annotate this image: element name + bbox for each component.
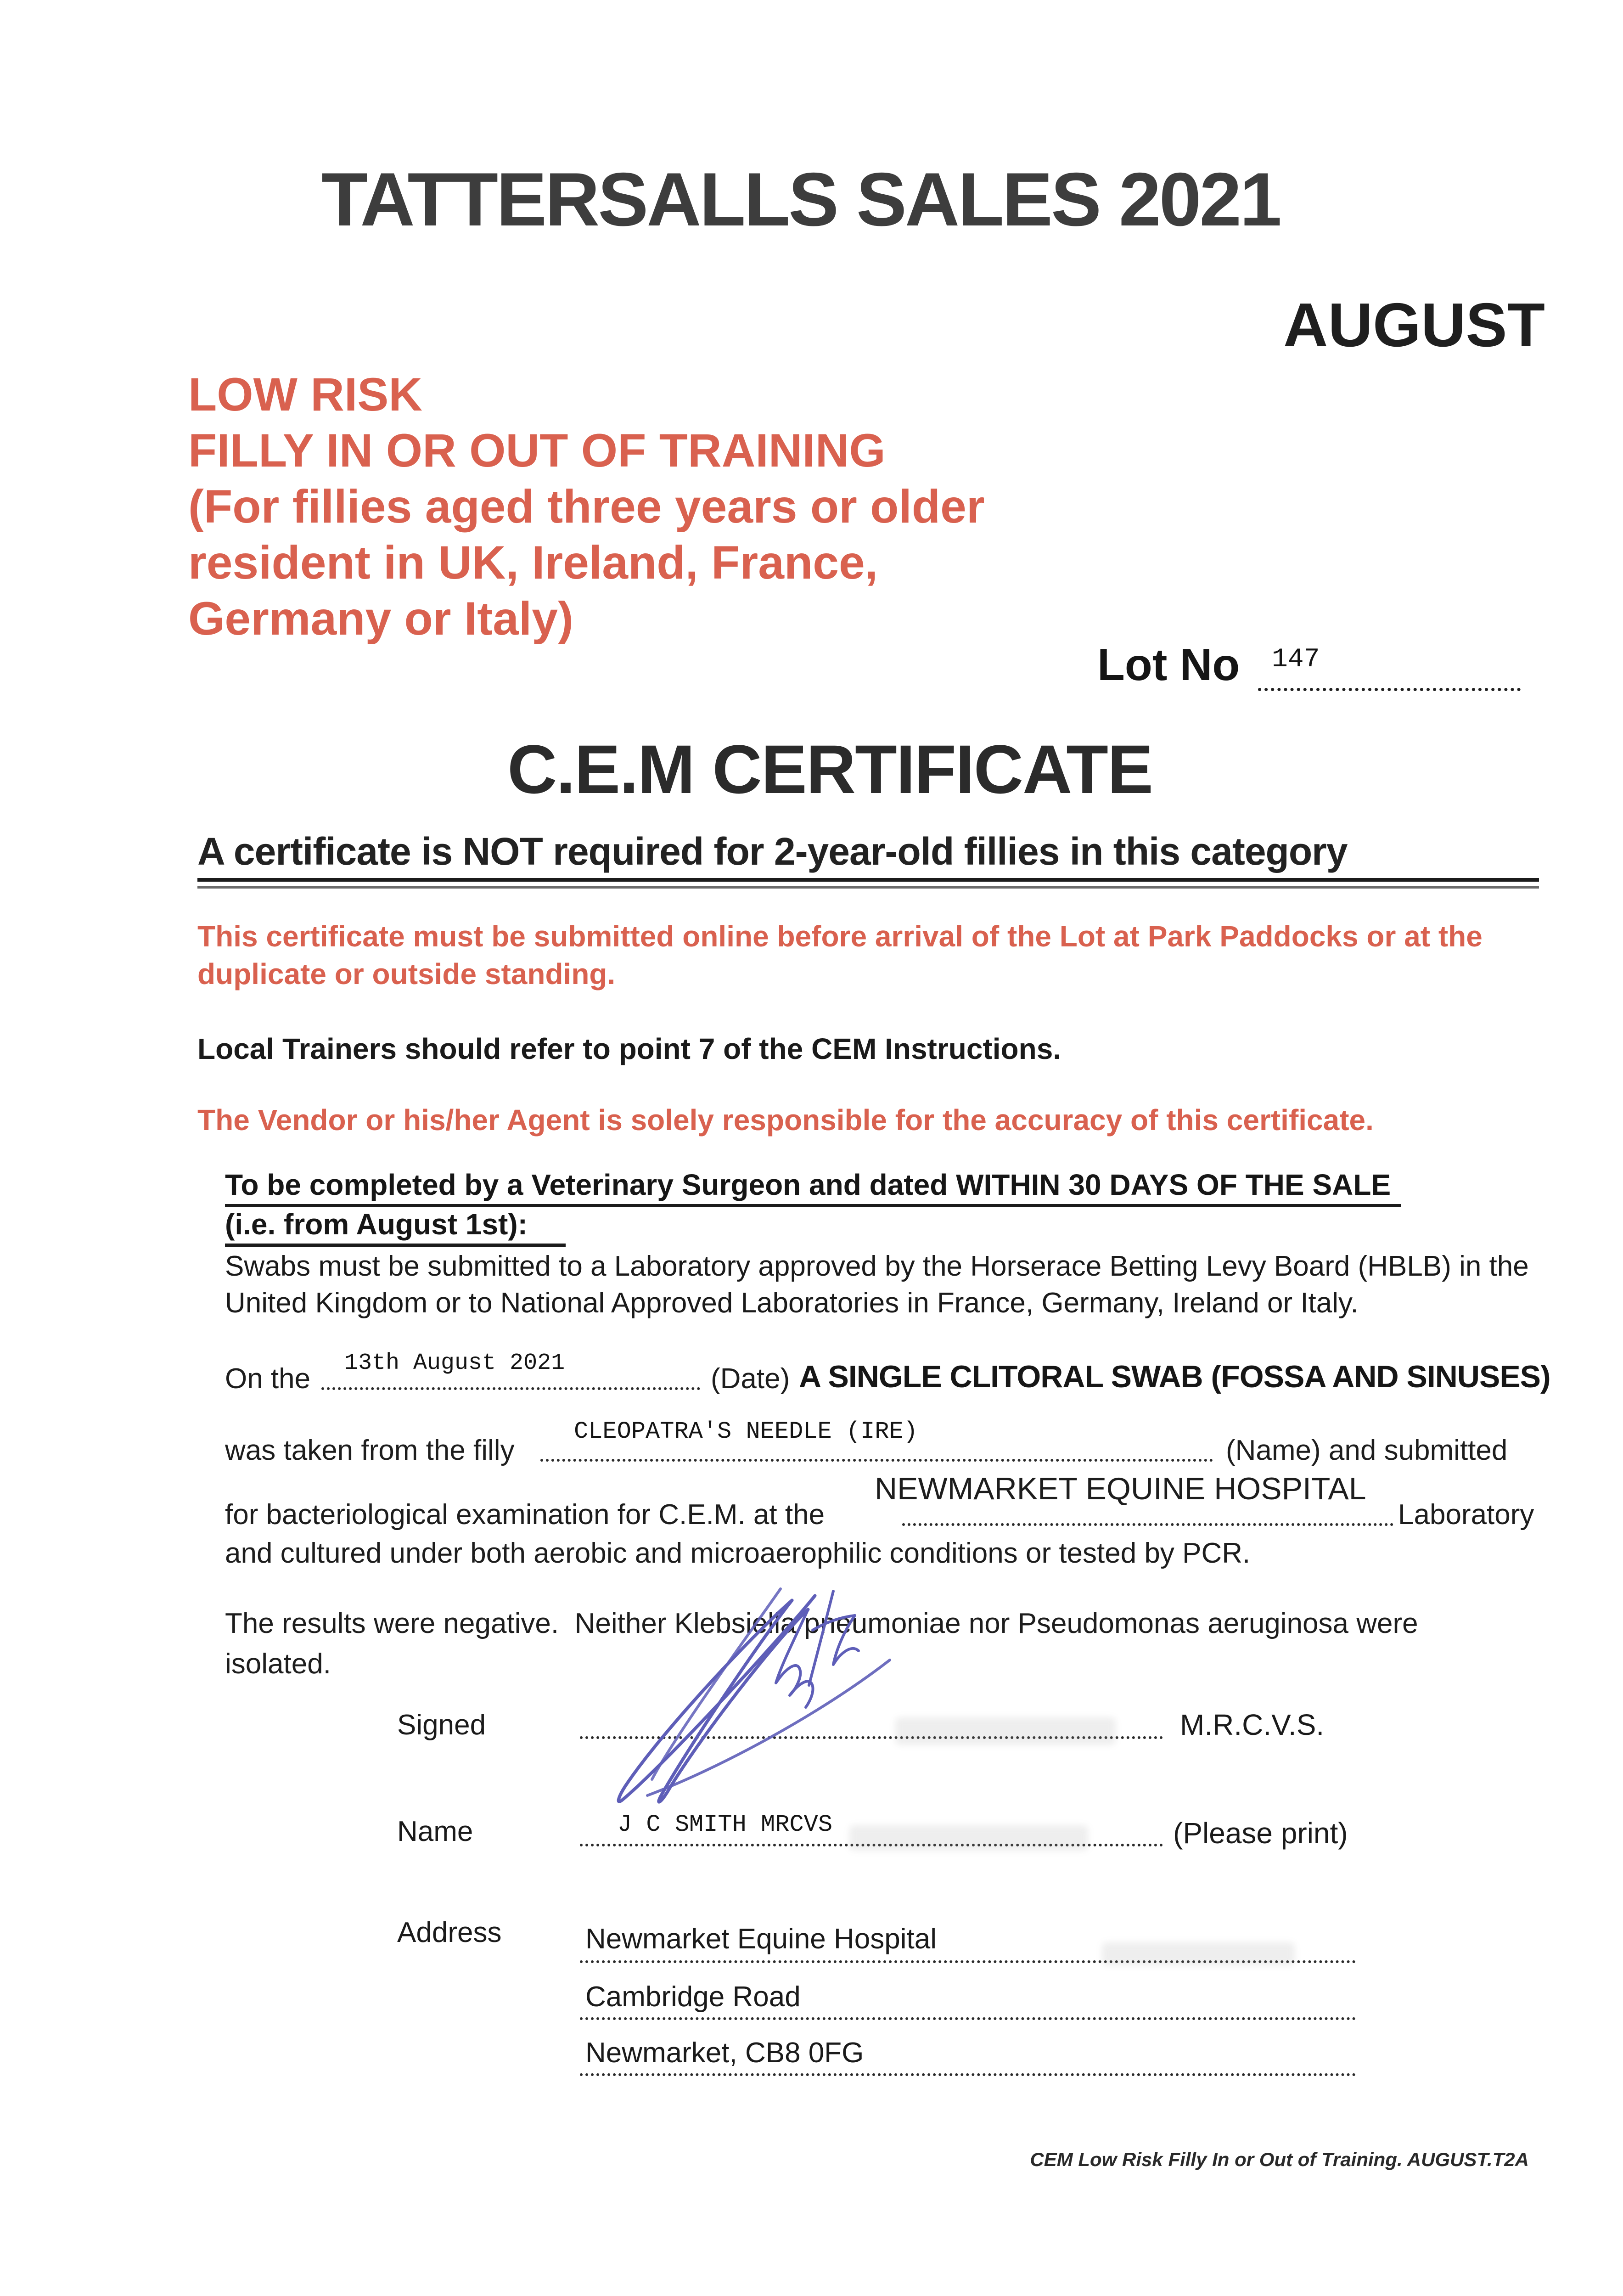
form-date-prefix: On the [225, 1363, 311, 1395]
certificate-title: C.E.M CERTIFICATE [507, 731, 1152, 808]
vet-heading-2-underline [225, 1244, 566, 1247]
footer-reference: CEM Low Risk Filly In or Out of Training. AUGUST.T2A [1030, 2149, 1529, 2170]
results-text: The results were negative. Neither Klebsiella pneumoniae nor Pseudomonas aeruginosa were isolated. [225, 1608, 1426, 1680]
vendor-note: The Vendor or his/her Agent is solely responsible for the accuracy of this certificate. [197, 1103, 1374, 1137]
vet-heading-2-colon: : [517, 1208, 528, 1241]
sale-month: AUGUST [1283, 290, 1545, 360]
submission-note: This certificate must be submitted online before arrival of the Lot at Park Paddocks or at the duplicate or outside standing. [197, 920, 1483, 990]
vet-instructions-heading-1: To be completed by a Veterinary Surgeon and dated WITHIN 30 DAYS OF THE SALE [225, 1168, 1391, 1201]
category-line-3: (For fillies aged three years or older [188, 480, 985, 533]
form-lab-dotted-line [902, 1523, 1393, 1526]
name-label: Name [397, 1816, 473, 1847]
address-line-2: Cambridge Road [585, 1981, 801, 2013]
address-line-1: Newmarket Equine Hospital [585, 1923, 937, 1955]
lot-no-dotted-line [1258, 688, 1521, 691]
lot-no-label: Lot No [1097, 639, 1240, 690]
form-date-dotted-line [321, 1387, 700, 1390]
lot-no-value: 147 [1272, 645, 1320, 675]
address-line-3: Newmarket, CB8 0FG [585, 2037, 864, 2069]
vet-instructions-heading-2 [225, 1210, 528, 1239]
vet-heading-2-underlined: (i.e. from August 1st) [225, 1208, 518, 1241]
name-value: J C SMITH MRCVS [618, 1811, 833, 1838]
form-cultured-line: and cultured under both aerobic and microaerophilic conditions or tested by PCR. [225, 1537, 1251, 1569]
form-filly-suffix: (Name) and submitted [1226, 1435, 1508, 1466]
form-date-value: 13th August 2021 [344, 1350, 565, 1376]
form-filly-prefix: was taken from the filly [225, 1435, 515, 1466]
signed-label: Signed [397, 1709, 486, 1741]
form-filly-value: CLEOPATRA'S NEEDLE (IRE) [574, 1418, 918, 1445]
category-line-2: FILLY IN OR OUT OF TRAINING [188, 424, 886, 477]
form-lab-prefix: for bacteriological examination for C.E.M. at the [225, 1499, 825, 1531]
address-dotted-line-3 [580, 2073, 1356, 2076]
form-lab-suffix: Laboratory [1398, 1499, 1534, 1531]
form-date-suffix: (Date) [711, 1363, 790, 1395]
category-line-5: Germany or Italy) [188, 592, 573, 645]
address-label: Address [397, 1917, 502, 1948]
exemption-underline [197, 878, 1539, 882]
exemption-underline-echo [197, 886, 1539, 889]
scan-smudge [849, 1825, 1088, 1851]
category-line-1: LOW RISK [188, 368, 422, 421]
local-trainers-note: Local Trainers should refer to point 7 of the CEM Instructions. [197, 1032, 1061, 1065]
page-title: TATTERSALLS SALES 2021 [321, 157, 1280, 242]
address-dotted-line-2 [580, 2017, 1356, 2020]
form-filly-dotted-line [540, 1459, 1213, 1462]
swab-instructions-text: Swabs must be submitted to a Laboratory approved by the Horserace Betting Levy Board (HBLB) in the United Kingdom or to National Approved Laboratories in France, Germany, Ireland or Italy. [225, 1250, 1529, 1319]
vet-heading-1-underline [225, 1204, 1401, 1207]
signature-ink [583, 1575, 904, 1814]
scan-smudge [1102, 1942, 1295, 1965]
form-lab-value: NEWMARKET EQUINE HOSPITAL [875, 1471, 1366, 1506]
scan-smudge [895, 1717, 1116, 1745]
form-swab-type: A SINGLE CLITORAL SWAB (FOSSA AND SINUSES) [799, 1359, 1550, 1394]
exemption-note: A certificate is NOT required for 2-year-old fillies in this category [197, 830, 1348, 873]
category-line-4: resident in UK, Ireland, France, [188, 536, 878, 589]
name-suffix: (Please print) [1173, 1817, 1348, 1850]
signed-suffix: M.R.C.V.S. [1180, 1708, 1325, 1741]
